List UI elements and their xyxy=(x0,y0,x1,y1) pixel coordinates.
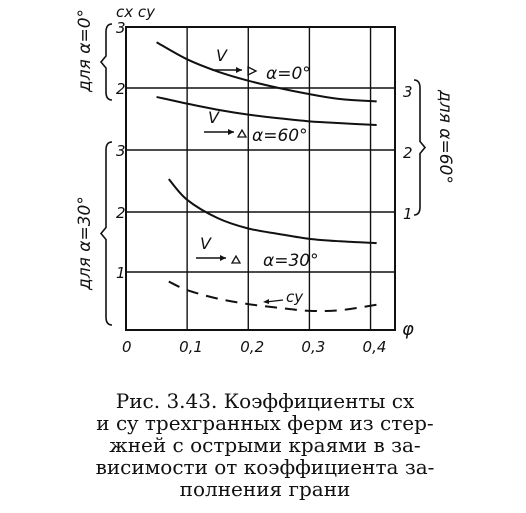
y-axis-label: cx cy xyxy=(116,3,156,21)
series-line-1 xyxy=(157,97,377,125)
alpha0-v-label: V xyxy=(216,46,227,65)
x-tick-label: 0,3 xyxy=(301,338,326,356)
caption-line-5: полнения грани xyxy=(179,477,351,501)
alpha60-v-label: V xyxy=(208,108,219,127)
right-scale-label: 3 xyxy=(403,83,413,101)
bracket-alpha-30 xyxy=(101,142,112,325)
x-tick-label: 0,1 xyxy=(179,338,203,356)
caption-line-3: жней с острыми краями в за- xyxy=(109,433,421,457)
label-alpha-0-scale: для α=0° xyxy=(75,8,95,92)
alpha30-profile-icon xyxy=(232,256,240,263)
label-alpha-30-scale: для α=30° xyxy=(75,196,95,290)
alpha30-v-label: V xyxy=(200,234,211,253)
x-tick-label: 0 xyxy=(122,338,132,356)
alpha60-v-arrowhead xyxy=(228,129,234,135)
grid-lines xyxy=(126,27,395,330)
x-axis-label: φ xyxy=(402,319,414,340)
label-alpha-60-scale: для α=60° xyxy=(435,90,455,184)
right-scale-label: 1 xyxy=(403,205,413,223)
caption-line-2: и cy трехгранных ферм из стер- xyxy=(96,411,434,435)
right-scale-label: 2 xyxy=(403,144,413,162)
figure-caption xyxy=(40,390,490,500)
series-label-alpha-0: α=0° xyxy=(266,64,311,84)
series-label-alpha-60: α=60° xyxy=(252,126,308,146)
bracket-alpha-60 xyxy=(414,80,425,215)
left-scale-label: 3 xyxy=(116,19,126,37)
caption-line-4: висимости от коэффициента за- xyxy=(95,455,435,479)
alpha60-profile-icon xyxy=(238,130,246,137)
plot-frame xyxy=(126,27,395,330)
series-label-cy: cy xyxy=(286,288,304,306)
left-scale-label: 3 xyxy=(116,142,126,160)
caption-line-1: Рис. 3.43. Коэффициенты cx xyxy=(115,389,415,413)
x-tick-label: 0,2 xyxy=(240,338,265,356)
alpha0-profile-icon xyxy=(248,67,256,75)
left-scale-label: 2 xyxy=(116,80,126,98)
bracket-alpha-0 xyxy=(101,24,112,100)
series-line-3 xyxy=(169,282,377,312)
cy-pointer-head xyxy=(263,299,269,304)
alpha30-v-arrowhead xyxy=(220,255,226,261)
alpha0-v-arrowhead xyxy=(236,67,242,73)
series-label-alpha-30: α=30° xyxy=(263,251,319,271)
left-scale-label: 2 xyxy=(116,204,126,222)
chart-labels xyxy=(75,3,455,356)
left-scale-label: 1 xyxy=(116,264,126,282)
plot-border xyxy=(126,27,395,330)
x-tick-label: 0,4 xyxy=(362,338,387,356)
